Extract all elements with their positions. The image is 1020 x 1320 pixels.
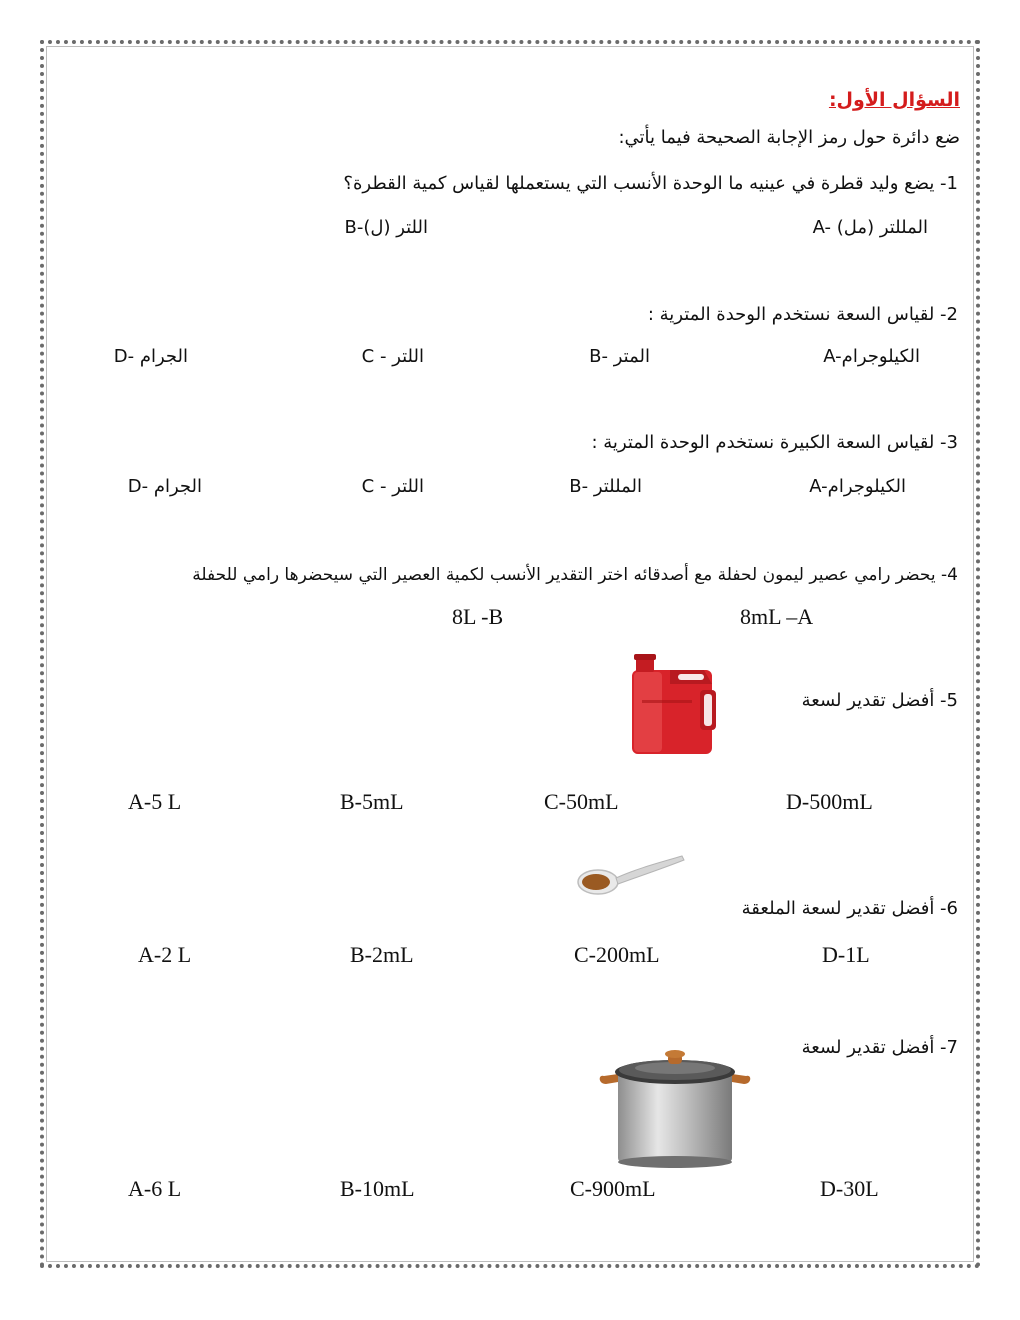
q7-option-a[interactable]: A-6 L (128, 1176, 182, 1201)
spoon-icon (572, 850, 688, 898)
q6-option-b[interactable]: B-2mL (350, 942, 414, 967)
q1-option-b[interactable]: B-اللتر (ل) (344, 217, 428, 238)
q2-option-a[interactable]: A-الكيلوجرام (823, 346, 920, 367)
q5-option-a[interactable]: A-5 L (128, 789, 182, 814)
q4-option-b[interactable]: 8L -B (452, 604, 504, 629)
question-2-text: 2- لقياس السعة نستخدم الوحدة المترية : (647, 304, 958, 325)
question-1-text: 1- يضع وليد قطرة في عينيه ما الوحدة الأنسب التي يستعملها لقياس كمية القطرة؟ (343, 173, 958, 194)
q5-option-c[interactable]: C-50mL (544, 789, 619, 814)
q2-option-c[interactable]: C - اللتر (361, 346, 424, 367)
question-7-text: 7- أفضل تقدير لسعة (801, 1037, 958, 1058)
q2-option-b[interactable]: B- المتر (589, 346, 650, 367)
q6-option-c[interactable]: C-200mL (574, 942, 660, 967)
section-title: السؤال الأول: (828, 89, 960, 111)
q4-option-a[interactable]: 8mL –A (740, 604, 814, 629)
q3-option-d[interactable]: D- الجرام (127, 476, 202, 497)
cooking-pot-icon (594, 1048, 756, 1170)
question-6-text: 6- أفضل تقدير لسعة الملعقة (741, 898, 958, 919)
q3-option-c[interactable]: C - اللتر (361, 476, 424, 497)
q7-option-c[interactable]: C-900mL (570, 1176, 656, 1201)
q6-option-a[interactable]: A-2 L (138, 942, 192, 967)
red-jerrycan-icon (612, 650, 732, 760)
q3-option-a[interactable]: A-الكيلوجرام (809, 476, 906, 497)
question-3-text: 3- لقياس السعة الكبيرة نستخدم الوحدة المترية : (591, 432, 958, 453)
q5-option-d[interactable]: D-500mL (786, 789, 873, 814)
q1-option-a[interactable]: A- المللتر (مل) (812, 217, 928, 238)
q7-option-d[interactable]: D-30L (820, 1176, 879, 1201)
q6-option-d[interactable]: D-1L (822, 942, 870, 967)
question-4-text: 4- يحضر رامي عصير ليمون لحفلة مع أصدقائه اختر التقدير الأنسب لكمية العصير التي سيحضرها رامي للحفلة (192, 565, 958, 585)
q3-option-b[interactable]: B- المللتر (569, 476, 642, 497)
q2-option-d[interactable]: D- الجرام (113, 346, 188, 367)
instruction-text: ضع دائرة حول رمز الإجابة الصحيحة فيما يأتي: (618, 127, 960, 148)
q5-option-b[interactable]: B-5mL (340, 789, 404, 814)
q7-option-b[interactable]: B-10mL (340, 1176, 415, 1201)
question-5-text: 5- أفضل تقدير لسعة (801, 690, 958, 711)
